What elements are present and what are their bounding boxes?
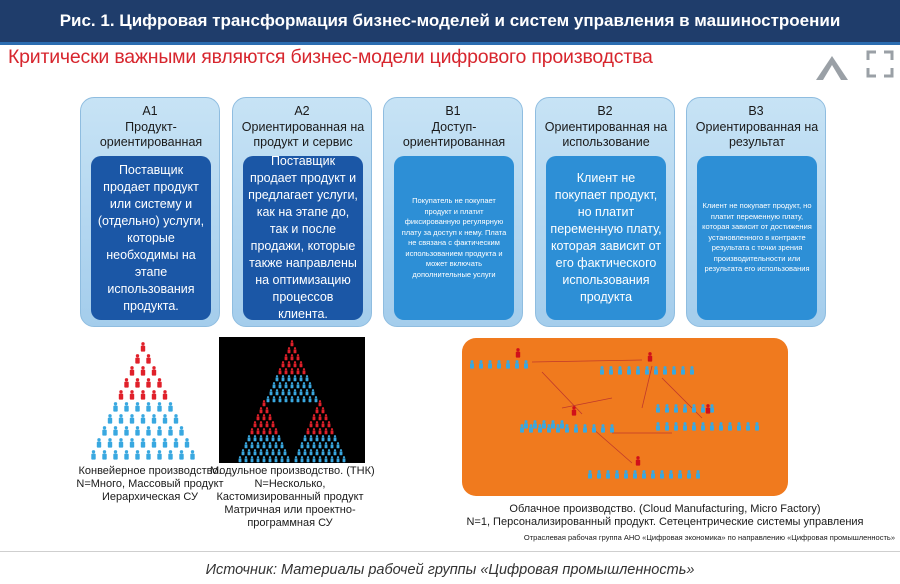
card-title: Ориентированная на использование <box>544 120 668 149</box>
attribution: Отраслевая рабочая группа АНО «Цифровая экономика» по направлению «Цифровая промышленность» <box>523 533 895 542</box>
expand-icon[interactable] <box>866 50 894 78</box>
card-description: Клиент не покупает продукт, но платит переменную плату, которая зависит от его фактического использования продукта <box>546 156 666 320</box>
subtitle: Критически важными являются бизнес-модели цифрового производства <box>8 46 653 68</box>
divider <box>0 551 900 552</box>
card-b3 <box>686 97 826 327</box>
card-description: Клиент не покупает продукт, но платит переменную плату, которая зависит от достижения установленного в контракте результата с точки зрения производительности или результата его использования <box>697 156 817 320</box>
card-code: A2 <box>294 104 310 118</box>
card-title: Ориентированная на продукт и сервис <box>241 120 365 149</box>
card-a1 <box>80 97 220 327</box>
source-note: Источник: Материалы рабочей группы «Цифровая промышленность» <box>205 562 695 578</box>
card-code: B3 <box>748 104 764 118</box>
card-description: Покупатель не покупает продукт и платит фиксированную регулярную плату за доступ к нему. Плата не связана с фактическим использованием продукта и может включать дополнительные услуги <box>394 156 514 320</box>
card-title: Ориентированная на результат <box>695 120 819 149</box>
modular-caption: Модульное производство. (ТНК) N=Несколько, Кастомизированный продукт Матричная или проектно- программная СУ <box>210 465 375 529</box>
page-title: Рис. 1. Цифровая трансформация бизнес-моделей и систем управления в машиностроении <box>59 11 841 30</box>
conveyor-caption: Конвейерное производство. N=Много, Массовый продукт Иерархическая СУ <box>76 465 224 503</box>
modular-pyramid <box>219 337 365 463</box>
logo-icon <box>814 54 850 82</box>
card-a2 <box>232 97 372 327</box>
conveyor-pyramid <box>80 340 206 462</box>
card-title: Доступ-ориентированная <box>402 120 506 149</box>
card-b2 <box>535 97 675 327</box>
card-title: Продукт-ориентированная <box>99 120 203 149</box>
card-code: B1 <box>445 104 461 118</box>
card-description: Поставщик продает продукт или систему и (отдельно) услуги, которые необходимы на этапе использования продукта. <box>91 156 211 320</box>
card-b1 <box>383 97 523 327</box>
card-code: B2 <box>597 104 613 118</box>
cloud-caption: Облачное производство. (Cloud Manufacturing, Micro Factory) N=1, Персонализированный продукт. Сетецентрические системы управления <box>466 503 864 528</box>
card-code: A1 <box>142 104 158 118</box>
cloud-network <box>462 338 788 496</box>
card-description: Поставщик продает продукт и предлагает услуги, как на этапе до, так и после продажи, которые также направлены на оптимизацию процессов клиента. <box>243 156 363 320</box>
